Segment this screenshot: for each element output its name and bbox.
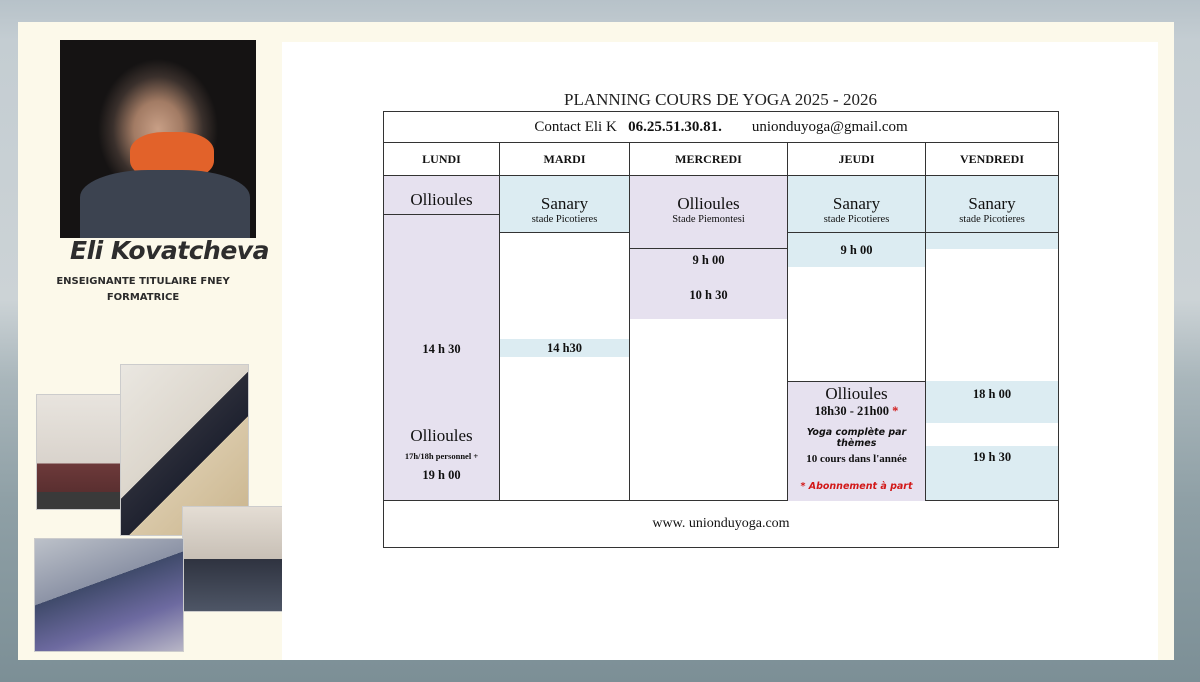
mardi-location-block (500, 176, 629, 233)
day-header-jeudi: JEUDI (788, 143, 926, 176)
mardi-location: Sanary (540, 194, 589, 213)
vendredi-venue: stade Picotieres (959, 214, 1025, 225)
jeudi-location-2: Ollioules (825, 384, 888, 403)
yoga-photo-twist (182, 506, 284, 612)
jeudi-theme: Yoga complète par thèmes (806, 427, 907, 449)
jeudi-time-2: 18h30 - 21h00 (814, 404, 889, 418)
jeudi-time-2-line (788, 404, 925, 419)
teacher-title: ENSEIGNANTE TITULAIRE FNEY (56, 276, 230, 287)
lundi-time-1: 14 h 30 (422, 342, 461, 356)
mercredi-time-1: 9 h 00 (692, 253, 725, 267)
website-row (384, 501, 1059, 548)
mercredi-time-2: 10 h 30 (689, 288, 728, 302)
jeudi-asterisk: * (892, 404, 899, 418)
jeudi-location-block (788, 176, 925, 233)
yoga-photo-lying (34, 538, 184, 652)
portrait-photo (60, 40, 256, 238)
lundi-column (384, 176, 500, 501)
mercredi-times-block (630, 249, 787, 319)
mercredi-location: Ollioules (677, 194, 740, 213)
vendredi-time-1: 18 h 00 (926, 381, 1058, 423)
mercredi-venue: Stade Piemontesi (672, 214, 745, 225)
yoga-photo-seated (36, 394, 124, 510)
lundi-time-2: 19 h 00 (422, 468, 461, 482)
jeudi-venue: stade Picotieres (823, 214, 890, 225)
vendredi-column (926, 176, 1059, 501)
mercredi-location-block (630, 176, 787, 249)
website-link[interactable]: www. unionduyoga.com (652, 516, 790, 531)
mercredi-column (630, 176, 788, 501)
day-header-vendredi: VENDREDI (926, 143, 1059, 176)
schedule-table (383, 111, 1059, 548)
vendredi-location-block (926, 176, 1058, 233)
mardi-column (500, 176, 630, 501)
teacher-name: Eli Kovatcheva (70, 236, 269, 265)
lundi-note: 17h/18h personnel + (404, 451, 479, 461)
vendredi-location: Sanary (968, 194, 1016, 213)
mardi-time: 14 h30 (500, 339, 629, 357)
contact-label: Contact Eli K (534, 118, 617, 135)
day-header-mardi: MARDI (500, 143, 630, 176)
lundi-location-2: Ollioules (410, 426, 473, 445)
mardi-venue: stade Picotieres (531, 214, 598, 225)
jeudi-abonnement: * Abonnement à part (800, 481, 913, 492)
schedule-title: PLANNING COURS DE YOGA 2025 - 2026 (564, 90, 877, 109)
contact-email: unionduyoga@gmail.com (751, 118, 908, 135)
contact-phone: 06.25.51.30.81. (628, 118, 722, 135)
vendredi-strip (926, 233, 1058, 249)
jeudi-course-count: 10 cours dans l'année (806, 453, 907, 465)
lundi-location-1: Ollioules (384, 190, 499, 215)
jeudi-location: Sanary (832, 194, 881, 213)
portrait-body (80, 170, 250, 238)
vendredi-time-2: 19 h 30 (926, 446, 1058, 500)
jeudi-evening-block (788, 381, 925, 501)
jeudi-column (788, 176, 926, 501)
teacher-subtitle: FORMATRICE (106, 292, 180, 303)
jeudi-time-1: 9 h 00 (788, 233, 925, 267)
day-header-lundi: LUNDI (384, 143, 500, 176)
day-header-mercredi: MERCREDI (630, 143, 788, 176)
contact-row (384, 112, 1059, 143)
